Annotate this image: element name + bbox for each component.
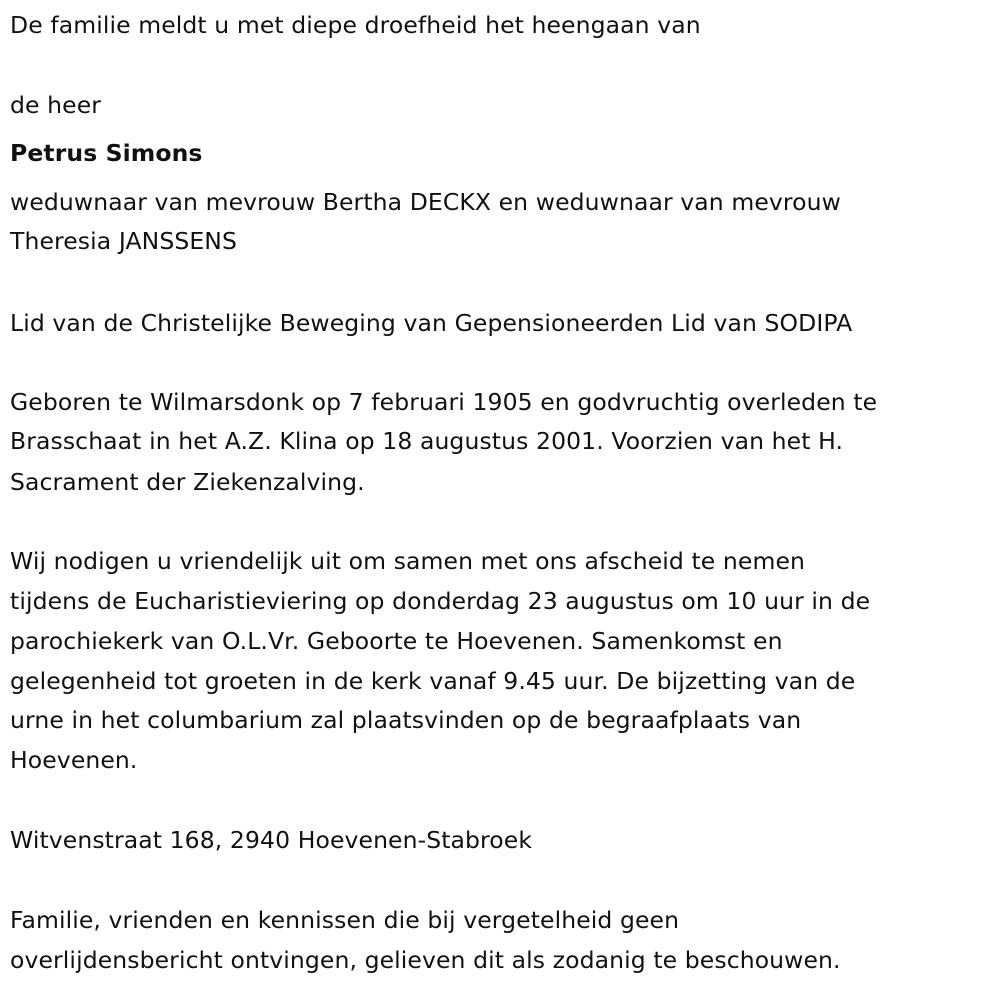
closing-line: overlijdensbericht ontvingen, gelieven dit als zodanig te beschouwen. (10, 946, 841, 974)
invitation-line: urne in het columbarium zal plaatsvinden op de begraafplaats van (10, 706, 802, 734)
invitation-line: tijdens de Eucharistieviering op donderdag 23 augustus om 10 uur in de (10, 587, 871, 615)
invitation-line: Wij nodigen u vriendelijk uit om samen met ons afscheid te nemen (10, 547, 806, 575)
membership-text: Lid van de Christelijke Beweging van Gepensioneerden Lid van SODIPA (10, 309, 853, 337)
address: Witvenstraat 168, 2940 Hoevenen-Stabroek (10, 826, 533, 854)
widower-line: weduwnaar van mevrouw Bertha DECKX en weduwnaar van mevrouw (10, 188, 841, 216)
birth-death-line: Geboren te Wilmarsdonk op 7 februari 1905 en godvruchtig overleden te (10, 388, 878, 416)
intro-text: De familie meldt u met diepe droefheid het heengaan van (10, 11, 701, 39)
invitation-line: parochiekerk van O.L.Vr. Geboorte te Hoevenen. Samenkomst en (10, 627, 783, 655)
widower-line: Theresia JANSSENS (10, 227, 238, 255)
invitation-line: gelegenheid tot groeten in de kerk vanaf 9.45 uur. De bijzetting van de (10, 667, 856, 695)
closing-line: Familie, vrienden en kennissen die bij vergetelheid geen (10, 906, 680, 934)
birth-death-line: Brasschaat in het A.Z. Klina op 18 augustus 2001. Voorzien van het H. (10, 427, 844, 455)
salutation: de heer (10, 91, 102, 119)
invitation-line: Hoevenen. (10, 746, 138, 774)
birth-death-line: Sacrament der Ziekenzalving. (10, 468, 365, 496)
deceased-name: Petrus Simons (10, 139, 203, 167)
